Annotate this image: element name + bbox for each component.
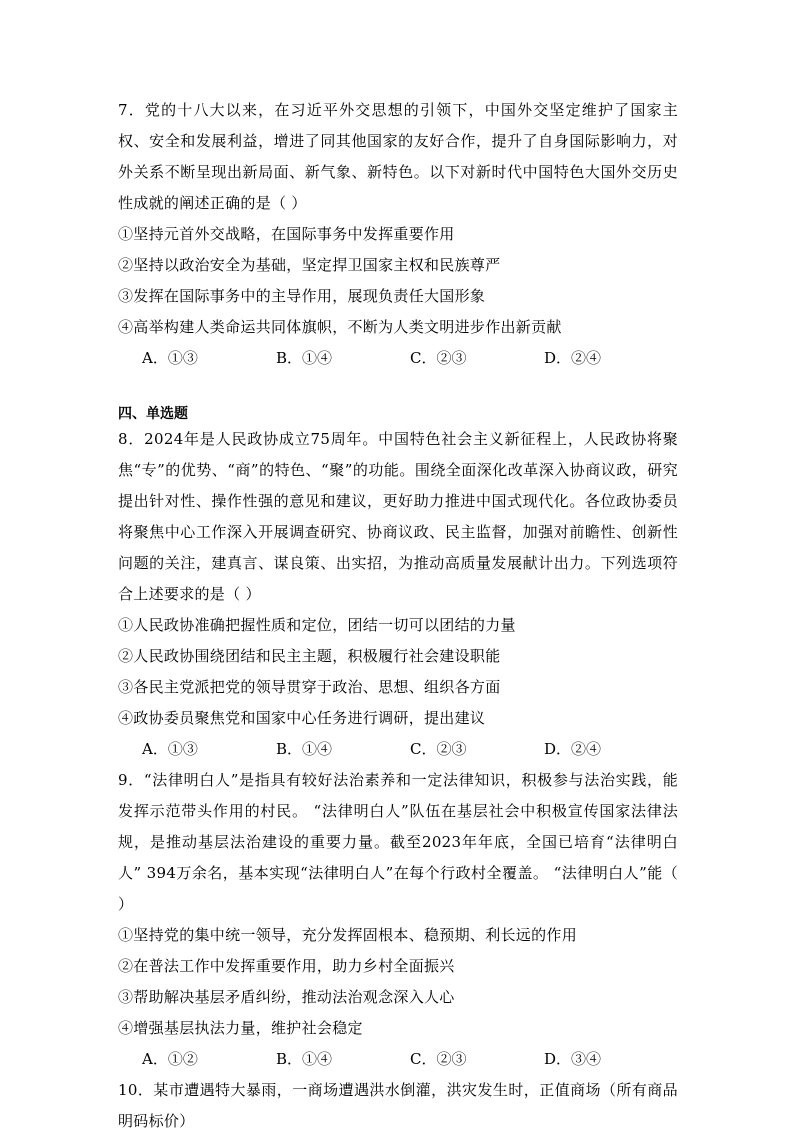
option-4: ④高举构建人类命运共同体旗帜，不断为人类文明进步作出新贡献: [118, 318, 562, 336]
option-2: ②在普法工作中发挥重要作用，助力乡村全面振兴: [118, 957, 455, 975]
question-stem: 8．2024年是人民政协成立75周年。中国特色社会主义新征程上，人民政协将聚焦“专”的优势、“商”的特色、“聚”的功能。围绕全面深化改革深入协商议政，研究提出针对性、操作性强的意见和建议，更好助力推进中国式现代化。各位政协委员将聚焦中心工作深入开展调查研究、协商议政、民主监督，加强对前瞻性、创新性问题的关注，建真言、谋良策、出实招，为推动高质量发展献计出力。下列选项符合上述要求的是（ ）: [118, 430, 678, 603]
option-3: ③各民主党派把党的领导贯穿于政治、思想、组织各方面: [118, 678, 501, 696]
choice-d: D．②④: [544, 740, 602, 758]
question-stem: 7．党的十八大以来，在习近平外交思想的引领下，中国外交坚定维护了国家主权、安全和发展利益，增进了同其他国家的友好合作，提升了自身国际影响力，对外关系不断呈现出新局面、新气象、新特色。以下对新时代中国特色大国外交历史性成就的阐述正确的是（ ）: [118, 101, 678, 212]
question-7: [118, 95, 678, 374]
choice-a: A．①③: [142, 349, 198, 367]
section-heading: 四、单选题: [118, 406, 188, 422]
answer-choices: [118, 734, 678, 765]
question-stem: 10．某市遭遇特大暴雨，一商场遭遇洪水倒灌，洪灾发生时，正值商场（所有商品明码标价）: [118, 1081, 678, 1130]
choice-a: A．①③: [142, 740, 198, 758]
question-8: [118, 424, 678, 765]
choice-d: D．②④: [544, 349, 602, 367]
option-4: ④增强基层执法力量，维护社会稳定: [118, 1019, 363, 1037]
choice-c: C．②③: [410, 1050, 467, 1068]
choice-a: A．①②: [142, 1050, 198, 1068]
option-3: ③帮助解决基层矛盾纠纷，推动法治观念深入人心: [118, 988, 455, 1006]
option-2: ②坚持以政治安全为基础，坚定捍卫国家主权和民族尊严: [118, 256, 501, 274]
answer-choices: [118, 1044, 678, 1075]
choice-c: C．②③: [410, 349, 467, 367]
question-stem: 9．“法律明白人”是指具有较好法治素养和一定法律知识，积极参与法治实践，能发挥示范带头作用的村民。 “法律明白人”队伍在基层社会中积极宣传国家法律法规，是推动基层法治建设的重要力量。截至2023年年底，全国已培育“法律明白人” 394万余名，基本实现“法律明白人”在每个行政村全覆盖。 “法律明白人”能（ ）: [118, 771, 678, 913]
option-4: ④政协委员聚焦党和国家中心任务进行调研，提出建议: [118, 709, 486, 727]
option-2: ②人民政协围绕团结和民主主题，积极履行社会建设职能: [118, 647, 501, 665]
option-1: ①坚持元首外交战略，在国际事务中发挥重要作用: [118, 225, 455, 243]
option-3: ③发挥在国际事务中的主导作用，展现负责任大国形象: [118, 287, 486, 305]
answer-choices: [118, 343, 678, 374]
question-10: [118, 1075, 678, 1137]
question-9: [118, 765, 678, 1075]
choice-d: D．③④: [544, 1050, 602, 1068]
choice-b: B．①④: [276, 1050, 333, 1068]
choice-b: B．①④: [276, 740, 333, 758]
option-1: ①人民政协准确把握性质和定位，团结一切可以团结的力量: [118, 616, 516, 634]
document-page: [118, 95, 678, 1137]
choice-b: B．①④: [276, 349, 333, 367]
choice-c: C．②③: [410, 740, 467, 758]
option-1: ①坚持党的集中统一领导，充分发挥固根本、稳预期、利长远的作用: [118, 926, 578, 944]
